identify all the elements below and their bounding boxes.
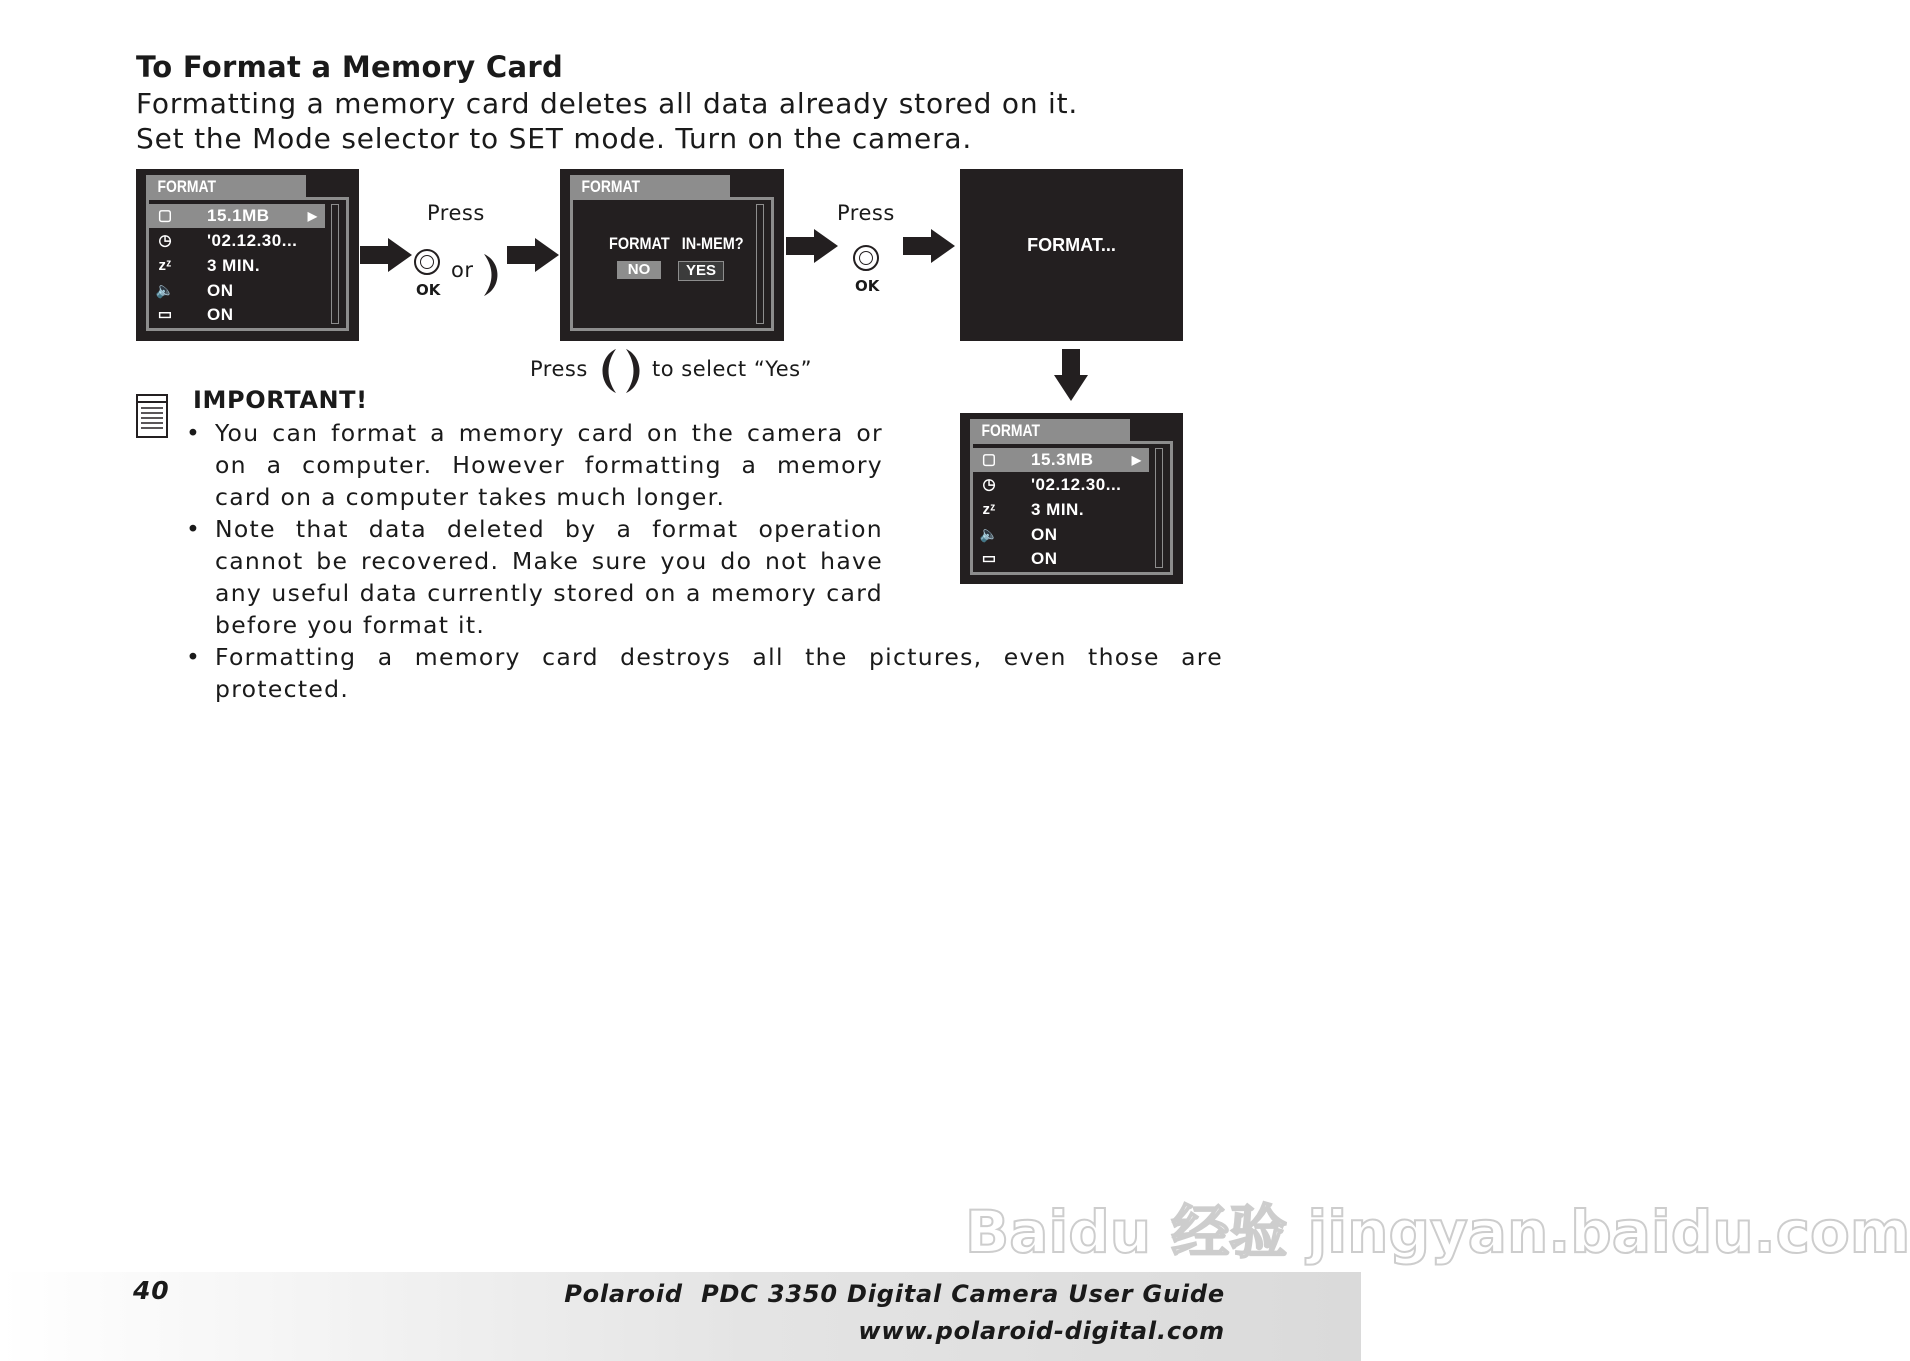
menu-row-memory: ▢ 15.3MB ▶ [973, 448, 1149, 472]
bullet-1: You can format a memory card on the camera or on a computer. However formatting a memory card on a computer takes much longer. [215, 419, 883, 511]
press-label-2: Press [837, 201, 895, 225]
baidu-watermark: Baidu 经验 jingyan.baidu.com [965, 1198, 1910, 1266]
video-out-icon: ▭ [157, 306, 173, 323]
bullet-dot: • [186, 515, 202, 543]
or-label: or [451, 258, 474, 282]
menu-row-sleep: zᶻ 3 MIN. [973, 498, 1149, 522]
down-arrow-icon [1052, 347, 1090, 403]
screen-tab-label: FORMAT [570, 177, 726, 197]
clock-icon: ◷ [982, 476, 996, 493]
bullet-dot: • [186, 419, 202, 447]
scrollbar [1155, 448, 1163, 568]
left-right-keys-icon [596, 347, 646, 395]
sleep-icon: zᶻ [158, 257, 172, 274]
scrollbar [331, 204, 339, 324]
scrollbar [756, 204, 764, 324]
ok-label-1: OK [416, 281, 441, 299]
ok-label-2: OK [855, 277, 880, 295]
right-arrow-icon [505, 236, 561, 274]
menu-row-sleep: zᶻ 3 MIN. [149, 254, 325, 278]
memory-card-icon: ▢ [981, 451, 997, 468]
format-result-screen [960, 413, 1183, 584]
yes-button[interactable]: YES [678, 261, 724, 281]
video-out-icon: ▭ [981, 550, 997, 567]
format-menu-screen [136, 169, 359, 341]
press-label-1: Press [427, 201, 485, 225]
page-number: 40 [133, 1276, 170, 1305]
menu-row-sound: 🔈 ON [149, 279, 325, 303]
sleep-icon: zᶻ [982, 501, 996, 518]
memory-card-icon: ▢ [157, 207, 173, 224]
right-arrow-icon [784, 227, 840, 265]
screen-tab-label: FORMAT [970, 421, 1126, 441]
format-confirm-screen [560, 169, 784, 341]
bullet-3: Formatting a memory card destroys all the pictures, even those are protected. [215, 643, 1223, 703]
right-key-icon [480, 252, 504, 298]
menu-row-memory: ▢ 15.1MB ▶ [149, 204, 325, 228]
right-arrow-icon [901, 227, 957, 265]
format-progress-screen [960, 169, 1183, 341]
notepad-icon [135, 393, 171, 439]
select-yes-label: to select “Yes” [652, 357, 812, 381]
progress-text: FORMAT... [1027, 235, 1116, 255]
menu-row-video: ▭ ON [149, 303, 325, 327]
bullet-dot: • [186, 643, 202, 671]
menu-row-date: ◷ '02.12.30... [973, 473, 1149, 497]
website-url: www.polaroid-digital.com [858, 1317, 1225, 1345]
bullet-2: Note that data deleted by a format operation cannot be recovered. Make sure you do not have any useful data currently stored on a memory card before you format it. [215, 515, 883, 639]
menu-row-video: ▭ ON [973, 547, 1149, 571]
guide-title: Polaroid PDC 3350 Digital Camera User Guide [564, 1280, 1225, 1308]
intro-line-1: Formatting a memory card deletes all data already stored on it. [136, 87, 1079, 120]
confirm-prompt: FORMAT IN-MEM? [609, 234, 744, 253]
important-heading: IMPORTANT! [193, 386, 368, 414]
right-arrow-icon [358, 236, 414, 274]
page-title: To Format a Memory Card [136, 50, 564, 84]
ok-button-icon [853, 245, 879, 271]
menu-row-date: ◷ '02.12.30... [149, 229, 325, 253]
ok-button-icon [414, 249, 440, 275]
no-button[interactable]: NO [617, 261, 661, 279]
intro-line-2: Set the Mode selector to SET mode. Turn on the camera. [136, 122, 973, 155]
screen-tab-label: FORMAT [146, 177, 302, 197]
speaker-icon: 🔈 [155, 282, 175, 299]
menu-row-sound: 🔈 ON [973, 523, 1149, 547]
clock-icon: ◷ [158, 232, 172, 249]
speaker-icon: 🔈 [979, 526, 999, 543]
select-press-label: Press [530, 357, 588, 381]
